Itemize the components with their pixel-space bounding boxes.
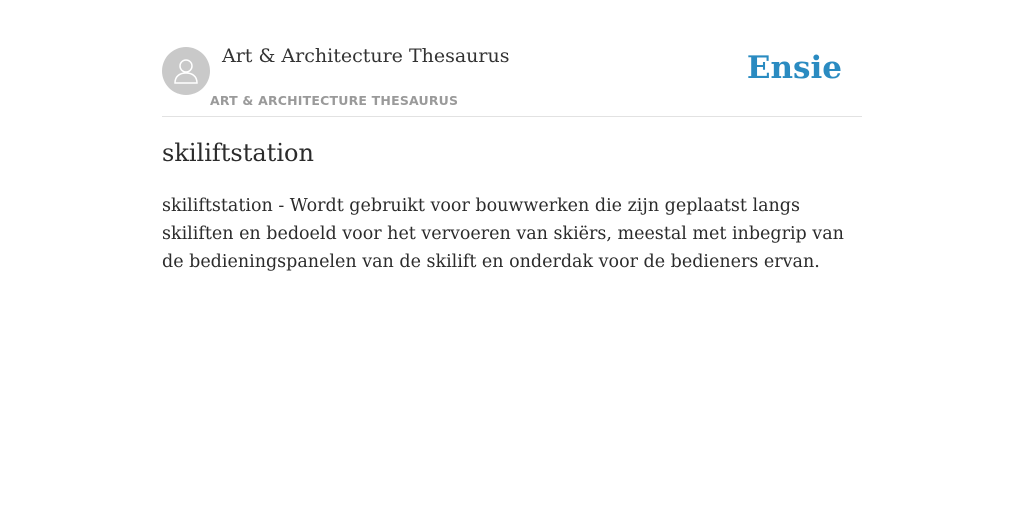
entry-title: skiliftstation	[162, 139, 314, 167]
avatar[interactable]	[162, 47, 210, 95]
user-icon	[171, 56, 201, 86]
entry-definition: skiliftstation - Wordt gebruikt voor bouwwerken die zijn geplaatst langs skiliften en bedoeld voor het vervoeren van skiërs, meestal met inbegrip van de bedieningspanelen van de skilift en onderdak voor de bedieners ervan.	[162, 196, 844, 272]
page-container	[162, 0, 862, 272]
author-name[interactable]: Art & Architecture Thesaurus	[222, 45, 510, 67]
site-logo[interactable]: Ensie	[746, 50, 842, 86]
author-subtitle[interactable]: ART & ARCHITECTURE THESAURUS	[210, 93, 459, 108]
entry-header	[162, 0, 862, 117]
